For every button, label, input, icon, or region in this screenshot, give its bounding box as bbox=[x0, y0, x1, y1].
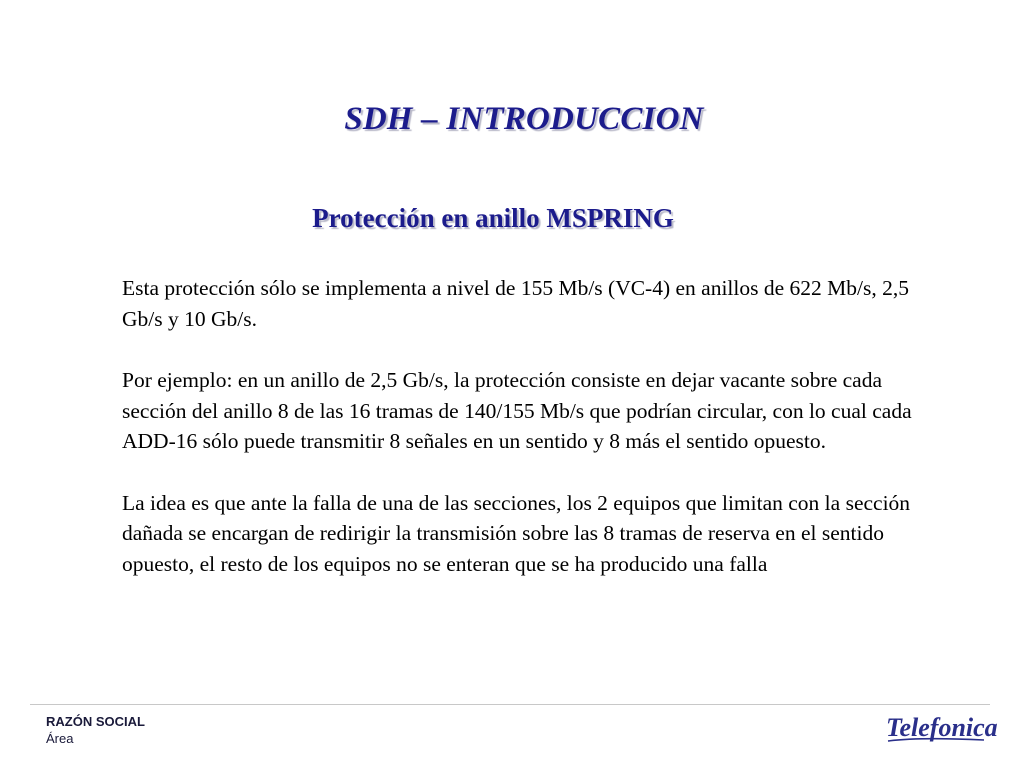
footer-area: Área bbox=[46, 731, 74, 746]
paragraph-scope: Esta protección sólo se implementa a nivel de 155 Mb/s (VC-4) en anillos de 622 Mb/s, 2,5 Gb/s y 10 Gb/s. bbox=[122, 276, 909, 331]
slide-subtitle: Protección en anillo MSPRING bbox=[312, 203, 674, 233]
footer-company: RAZÓN SOCIAL bbox=[46, 714, 145, 729]
logo-wordmark: Telefonica bbox=[886, 713, 998, 742]
footer-divider bbox=[30, 704, 990, 705]
paragraph-failover: La idea es que ante la falla de una de las secciones, los 2 equipos que limitan con la sección dañada se encargan de redirigir la transmisión sobre las 8 tramas de reserva en el sentido opuesto, el resto de los equipos no se enteran que se ha producido una falla bbox=[122, 490, 911, 576]
slide-title: SDH – INTRODUCCION bbox=[344, 101, 704, 137]
slide-body bbox=[122, 273, 922, 610]
telefonica-logo-icon bbox=[880, 706, 1000, 750]
paragraph-example: Por ejemplo: en un anillo de 2,5 Gb/s, la protección consiste en dejar vacante sobre cada sección del anillo 8 de las 16 tramas de 140/155 Mb/s que podrían circular, con lo cual cada ADD-16 sólo puede transmitir 8 señales en un sentido y 8 más el sentido opuesto. bbox=[122, 368, 912, 453]
